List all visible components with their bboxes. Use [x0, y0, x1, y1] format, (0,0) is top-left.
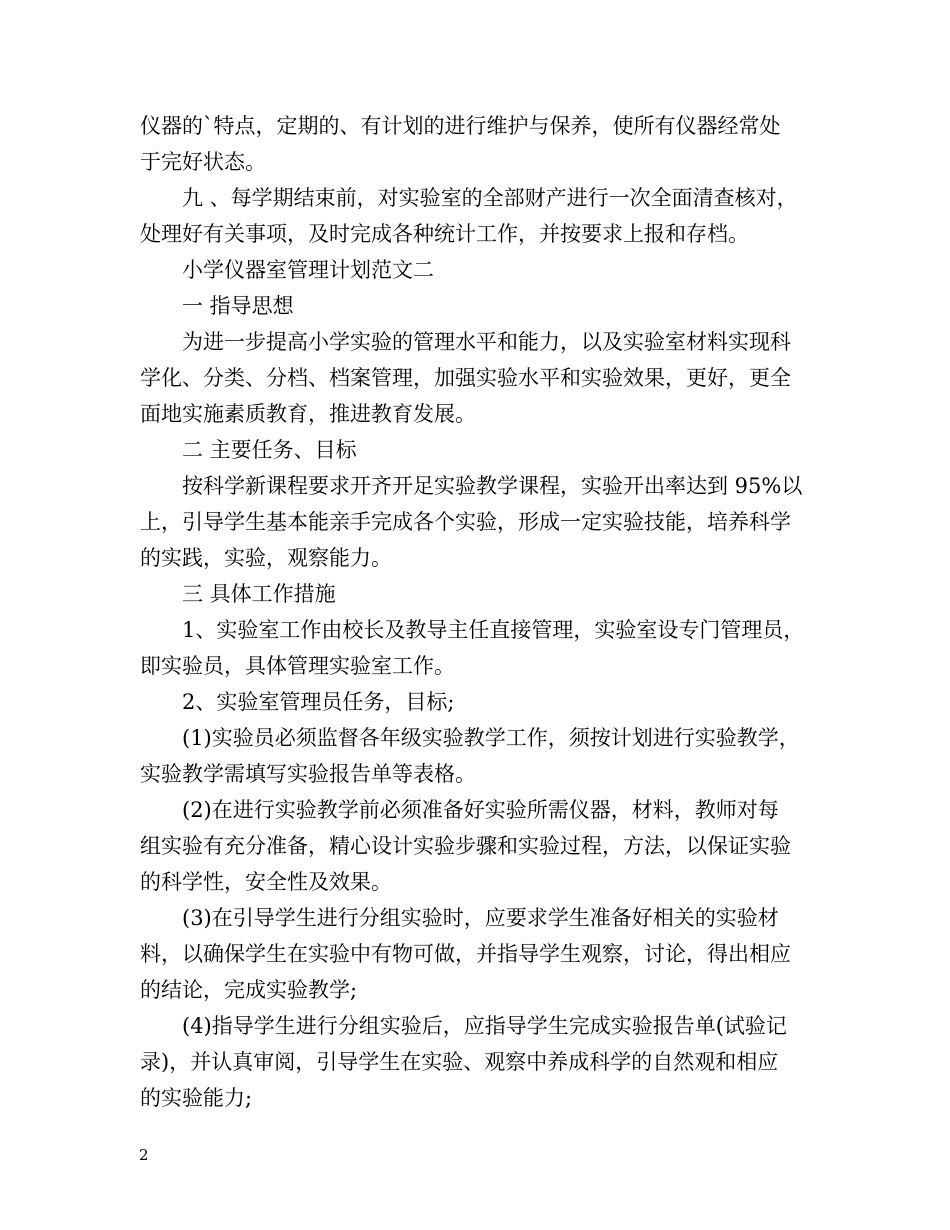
paragraph-line: (4)指导学生进行分组实验后，应指导学生完成实验报告单(试验记	[182, 1014, 787, 1038]
paragraph-line: 录)，并认真审阅，引导学生在实验、观察中养成科学的自然观和相应	[140, 1050, 779, 1074]
paragraph-line: 上，引导学生基本能亲手完成各个实验，形成一定实验技能，培养科学	[140, 510, 791, 534]
paragraph-5	[140, 612, 812, 684]
paragraph-line: 学化、分类、分档、档案管理，加强实验水平和实验效果，更好，更全	[140, 366, 791, 390]
section-title	[140, 252, 812, 288]
paragraph-line: 面地实施素质教育，推进教育发展。	[140, 402, 476, 426]
paragraph-line: 九 、每学期结束前，对实验室的全部财产进行一次全面清查核对，	[182, 186, 798, 210]
paragraph-line: 于完好状态。	[140, 150, 266, 174]
heading-guiding-ideology	[140, 288, 812, 324]
paragraph-line: 实验教学需填写实验报告单等表格。	[140, 762, 476, 786]
paragraph-4	[140, 468, 812, 576]
paragraph-line: (3)在引导学生进行分组实验时，应要求学生准备好相关的实验材	[182, 906, 779, 930]
paragraph-2	[140, 180, 812, 252]
heading-measures	[140, 576, 812, 612]
paragraph-line: 三 具体工作措施	[182, 582, 336, 606]
paragraph-line: (1)实验员必须监督各年级实验教学工作，须按计划进行实验教学，	[182, 726, 800, 750]
paragraph-10	[140, 1008, 812, 1116]
paragraph-6	[140, 684, 812, 720]
paragraph-line: (2)在进行实验教学前必须准备好实验所需仪器，材料，教师对每	[182, 798, 779, 822]
paragraph-8	[140, 792, 812, 900]
paragraph-line: 组实验有充分准备，精心设计实验步骤和实验过程，方法，以保证实验	[140, 834, 791, 858]
paragraph-line: 二 主要任务、目标	[182, 438, 357, 462]
heading-main-tasks	[140, 432, 812, 468]
paragraph-line: 仪器的`特点，定期的、有计划的进行维护与保养，使所有仪器经常处	[140, 114, 781, 138]
page-number: 2	[139, 1146, 149, 1164]
paragraph-line: 一 指导思想	[182, 294, 294, 318]
paragraph-9	[140, 900, 812, 1008]
paragraph-line: 1、实验室工作由校长及教导主任直接管理，实验室设专门管理员，	[182, 618, 805, 642]
paragraph-3	[140, 324, 812, 432]
paragraph-line: 即实验员，具体管理实验室工作。	[140, 654, 455, 678]
paragraph-line: 2、实验室管理员任务，目标;	[182, 690, 455, 714]
document-body	[140, 108, 812, 1116]
paragraph-line: 的实验能力;	[140, 1086, 253, 1110]
paragraph-line: 的实践，实验，观察能力。	[140, 546, 392, 570]
paragraph-line: 按科学新课程要求开齐开足实验教学课程，实验开出率达到 95%以	[182, 474, 803, 498]
paragraph-1	[140, 108, 812, 180]
paragraph-line: 为进一步提高小学实验的管理水平和能力，以及实验室材料实现科	[182, 330, 791, 354]
paragraph-line: 的结论，完成实验教学;	[140, 978, 358, 1002]
paragraph-7	[140, 720, 812, 792]
paragraph-line: 处理好有关事项，及时完成各种统计工作，并按要求上报和存档。	[140, 222, 749, 246]
paragraph-line: 料，以确保学生在实验中有物可做，并指导学生观察，讨论，得出相应	[140, 942, 791, 966]
paragraph-line: 的科学性，安全性及效果。	[140, 870, 392, 894]
paragraph-line: 小学仪器室管理计划范文二	[182, 258, 434, 282]
